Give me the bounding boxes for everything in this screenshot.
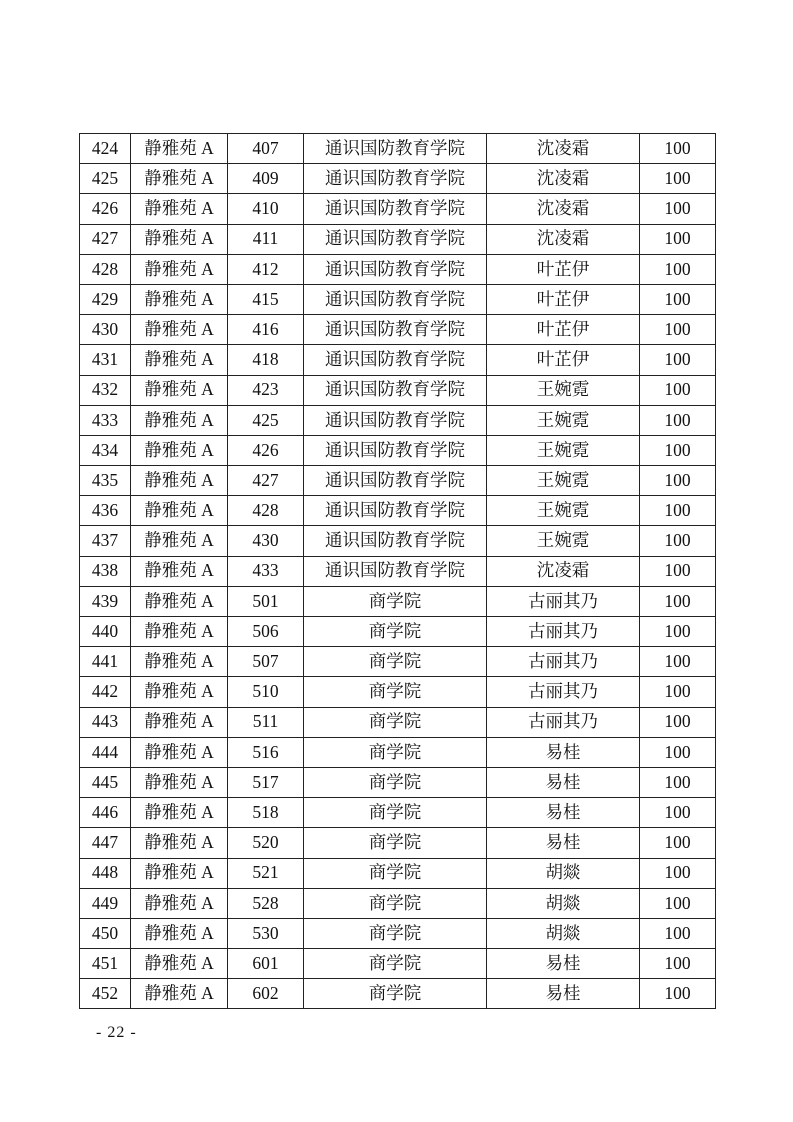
building-cell: 静雅苑 A [131, 828, 228, 858]
counselor-cell: 叶芷伊 [487, 284, 640, 314]
room-number-cell: 517 [228, 767, 304, 797]
table-row [80, 254, 716, 284]
table-row [80, 858, 716, 888]
college-cell: 通识国防教育学院 [304, 194, 487, 224]
row-index-cell: 443 [80, 707, 131, 737]
row-index-cell: 432 [80, 375, 131, 405]
counselor-cell: 叶芷伊 [487, 254, 640, 284]
room-number-cell: 423 [228, 375, 304, 405]
building-cell: 静雅苑 A [131, 586, 228, 616]
table-row [80, 526, 716, 556]
table-row [80, 798, 716, 828]
table-row [80, 375, 716, 405]
building-cell: 静雅苑 A [131, 737, 228, 767]
college-cell: 通识国防教育学院 [304, 466, 487, 496]
college-cell: 商学院 [304, 858, 487, 888]
table-row [80, 707, 716, 737]
score-cell: 100 [640, 767, 716, 797]
table-row [80, 496, 716, 526]
college-cell: 商学院 [304, 767, 487, 797]
score-cell: 100 [640, 284, 716, 314]
counselor-cell: 古丽其乃 [487, 677, 640, 707]
college-cell: 通识国防教育学院 [304, 526, 487, 556]
room-number-cell: 416 [228, 315, 304, 345]
college-cell: 商学院 [304, 918, 487, 948]
counselor-cell: 王婉霓 [487, 496, 640, 526]
college-cell: 通识国防教育学院 [304, 164, 487, 194]
college-cell: 通识国防教育学院 [304, 556, 487, 586]
college-cell: 通识国防教育学院 [304, 224, 487, 254]
counselor-cell: 胡燚 [487, 888, 640, 918]
table-row [80, 677, 716, 707]
row-index-cell: 450 [80, 918, 131, 948]
counselor-cell: 古丽其乃 [487, 647, 640, 677]
room-number-cell: 521 [228, 858, 304, 888]
building-cell: 静雅苑 A [131, 858, 228, 888]
college-cell: 商学院 [304, 828, 487, 858]
counselor-cell: 易桂 [487, 798, 640, 828]
table-body [80, 134, 716, 1009]
room-number-cell: 412 [228, 254, 304, 284]
counselor-cell: 王婉霓 [487, 466, 640, 496]
room-number-cell: 433 [228, 556, 304, 586]
building-cell: 静雅苑 A [131, 194, 228, 224]
college-cell: 商学院 [304, 617, 487, 647]
table-row [80, 435, 716, 465]
table-row [80, 194, 716, 224]
score-cell: 100 [640, 466, 716, 496]
score-cell: 100 [640, 345, 716, 375]
row-index-cell: 447 [80, 828, 131, 858]
dormitory-score-table [79, 133, 716, 1009]
score-cell: 100 [640, 375, 716, 405]
row-index-cell: 426 [80, 194, 131, 224]
score-cell: 100 [640, 586, 716, 616]
score-cell: 100 [640, 315, 716, 345]
score-cell: 100 [640, 888, 716, 918]
room-number-cell: 418 [228, 345, 304, 375]
table-row [80, 949, 716, 979]
building-cell: 静雅苑 A [131, 164, 228, 194]
counselor-cell: 古丽其乃 [487, 586, 640, 616]
building-cell: 静雅苑 A [131, 466, 228, 496]
counselor-cell: 王婉霓 [487, 405, 640, 435]
score-cell: 100 [640, 164, 716, 194]
counselor-cell: 沈凌霜 [487, 556, 640, 586]
row-index-cell: 424 [80, 134, 131, 164]
row-index-cell: 427 [80, 224, 131, 254]
building-cell: 静雅苑 A [131, 496, 228, 526]
college-cell: 商学院 [304, 798, 487, 828]
row-index-cell: 425 [80, 164, 131, 194]
row-index-cell: 434 [80, 435, 131, 465]
room-number-cell: 501 [228, 586, 304, 616]
counselor-cell: 易桂 [487, 737, 640, 767]
score-cell: 100 [640, 737, 716, 767]
building-cell: 静雅苑 A [131, 224, 228, 254]
score-cell: 100 [640, 405, 716, 435]
room-number-cell: 601 [228, 949, 304, 979]
score-cell: 100 [640, 918, 716, 948]
row-index-cell: 436 [80, 496, 131, 526]
row-index-cell: 445 [80, 767, 131, 797]
score-cell: 100 [640, 526, 716, 556]
table-row [80, 164, 716, 194]
table-row [80, 647, 716, 677]
score-cell: 100 [640, 254, 716, 284]
table-row [80, 979, 716, 1009]
score-cell: 100 [640, 435, 716, 465]
room-number-cell: 510 [228, 677, 304, 707]
college-cell: 商学院 [304, 677, 487, 707]
score-cell: 100 [640, 194, 716, 224]
score-cell: 100 [640, 828, 716, 858]
score-cell: 100 [640, 979, 716, 1009]
building-cell: 静雅苑 A [131, 707, 228, 737]
row-index-cell: 441 [80, 647, 131, 677]
college-cell: 商学院 [304, 737, 487, 767]
building-cell: 静雅苑 A [131, 405, 228, 435]
building-cell: 静雅苑 A [131, 345, 228, 375]
row-index-cell: 438 [80, 556, 131, 586]
table-row [80, 767, 716, 797]
row-index-cell: 446 [80, 798, 131, 828]
room-number-cell: 428 [228, 496, 304, 526]
college-cell: 通识国防教育学院 [304, 496, 487, 526]
room-number-cell: 602 [228, 979, 304, 1009]
building-cell: 静雅苑 A [131, 375, 228, 405]
table-row [80, 224, 716, 254]
building-cell: 静雅苑 A [131, 798, 228, 828]
building-cell: 静雅苑 A [131, 134, 228, 164]
score-cell: 100 [640, 556, 716, 586]
room-number-cell: 507 [228, 647, 304, 677]
counselor-cell: 叶芷伊 [487, 315, 640, 345]
room-number-cell: 427 [228, 466, 304, 496]
counselor-cell: 王婉霓 [487, 375, 640, 405]
college-cell: 通识国防教育学院 [304, 134, 487, 164]
counselor-cell: 胡燚 [487, 918, 640, 948]
row-index-cell: 449 [80, 888, 131, 918]
room-number-cell: 410 [228, 194, 304, 224]
building-cell: 静雅苑 A [131, 677, 228, 707]
room-number-cell: 415 [228, 284, 304, 314]
table-row [80, 134, 716, 164]
building-cell: 静雅苑 A [131, 918, 228, 948]
row-index-cell: 437 [80, 526, 131, 556]
college-cell: 商学院 [304, 949, 487, 979]
college-cell: 通识国防教育学院 [304, 345, 487, 375]
college-cell: 通识国防教育学院 [304, 435, 487, 465]
counselor-cell: 胡燚 [487, 858, 640, 888]
counselor-cell: 王婉霓 [487, 435, 640, 465]
building-cell: 静雅苑 A [131, 949, 228, 979]
building-cell: 静雅苑 A [131, 315, 228, 345]
counselor-cell: 沈凌霜 [487, 134, 640, 164]
room-number-cell: 530 [228, 918, 304, 948]
room-number-cell: 506 [228, 617, 304, 647]
building-cell: 静雅苑 A [131, 617, 228, 647]
table-row [80, 315, 716, 345]
table-row [80, 828, 716, 858]
score-cell: 100 [640, 224, 716, 254]
building-cell: 静雅苑 A [131, 888, 228, 918]
page-number: - 22 - [96, 1024, 137, 1041]
college-cell: 商学院 [304, 707, 487, 737]
counselor-cell: 古丽其乃 [487, 707, 640, 737]
row-index-cell: 444 [80, 737, 131, 767]
row-index-cell: 452 [80, 979, 131, 1009]
counselor-cell: 古丽其乃 [487, 617, 640, 647]
table-row [80, 586, 716, 616]
row-index-cell: 448 [80, 858, 131, 888]
counselor-cell: 沈凌霜 [487, 194, 640, 224]
row-index-cell: 439 [80, 586, 131, 616]
college-cell: 商学院 [304, 888, 487, 918]
room-number-cell: 426 [228, 435, 304, 465]
room-number-cell: 425 [228, 405, 304, 435]
score-cell: 100 [640, 858, 716, 888]
table-row [80, 918, 716, 948]
building-cell: 静雅苑 A [131, 284, 228, 314]
building-cell: 静雅苑 A [131, 556, 228, 586]
college-cell: 通识国防教育学院 [304, 254, 487, 284]
counselor-cell: 易桂 [487, 828, 640, 858]
building-cell: 静雅苑 A [131, 767, 228, 797]
building-cell: 静雅苑 A [131, 435, 228, 465]
table-row [80, 556, 716, 586]
building-cell: 静雅苑 A [131, 647, 228, 677]
counselor-cell: 沈凌霜 [487, 164, 640, 194]
building-cell: 静雅苑 A [131, 979, 228, 1009]
row-index-cell: 430 [80, 315, 131, 345]
score-cell: 100 [640, 496, 716, 526]
college-cell: 商学院 [304, 979, 487, 1009]
room-number-cell: 430 [228, 526, 304, 556]
row-index-cell: 440 [80, 617, 131, 647]
room-number-cell: 411 [228, 224, 304, 254]
score-cell: 100 [640, 949, 716, 979]
score-cell: 100 [640, 707, 716, 737]
room-number-cell: 528 [228, 888, 304, 918]
score-cell: 100 [640, 134, 716, 164]
counselor-cell: 易桂 [487, 949, 640, 979]
row-index-cell: 433 [80, 405, 131, 435]
college-cell: 通识国防教育学院 [304, 315, 487, 345]
row-index-cell: 431 [80, 345, 131, 375]
row-index-cell: 435 [80, 466, 131, 496]
row-index-cell: 442 [80, 677, 131, 707]
room-number-cell: 518 [228, 798, 304, 828]
table-row [80, 284, 716, 314]
college-cell: 商学院 [304, 586, 487, 616]
building-cell: 静雅苑 A [131, 254, 228, 284]
building-cell: 静雅苑 A [131, 526, 228, 556]
counselor-cell: 王婉霓 [487, 526, 640, 556]
counselor-cell: 叶芷伊 [487, 345, 640, 375]
table-row [80, 466, 716, 496]
room-number-cell: 511 [228, 707, 304, 737]
table-row [80, 737, 716, 767]
table-row [80, 405, 716, 435]
counselor-cell: 沈凌霜 [487, 224, 640, 254]
row-index-cell: 451 [80, 949, 131, 979]
table-row [80, 888, 716, 918]
room-number-cell: 516 [228, 737, 304, 767]
score-cell: 100 [640, 617, 716, 647]
college-cell: 商学院 [304, 647, 487, 677]
room-number-cell: 407 [228, 134, 304, 164]
row-index-cell: 428 [80, 254, 131, 284]
room-number-cell: 409 [228, 164, 304, 194]
table-row [80, 345, 716, 375]
score-cell: 100 [640, 798, 716, 828]
counselor-cell: 易桂 [487, 979, 640, 1009]
score-cell: 100 [640, 647, 716, 677]
score-cell: 100 [640, 677, 716, 707]
college-cell: 通识国防教育学院 [304, 375, 487, 405]
college-cell: 通识国防教育学院 [304, 405, 487, 435]
college-cell: 通识国防教育学院 [304, 284, 487, 314]
room-number-cell: 520 [228, 828, 304, 858]
row-index-cell: 429 [80, 284, 131, 314]
table-row [80, 617, 716, 647]
counselor-cell: 易桂 [487, 767, 640, 797]
